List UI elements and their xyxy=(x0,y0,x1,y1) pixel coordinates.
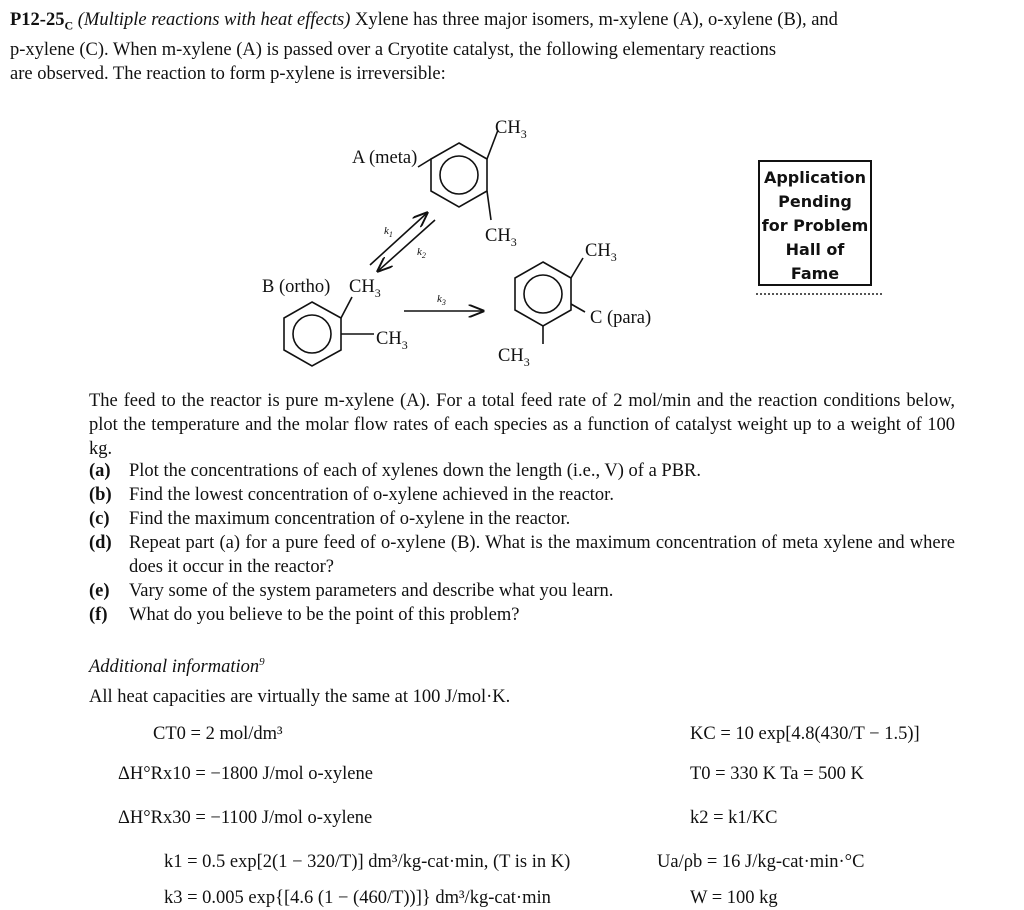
equation-dh30: ΔH°Rx30 = −1100 J/mol o-xylene xyxy=(118,808,373,828)
heat-capacity-note: All heat capacities are virtually the same at 100 J/mol·K. xyxy=(89,687,511,707)
intro-line-1: Xylene has three major isomers, m-xylene (A), o-xylene (B), and xyxy=(355,10,838,30)
list-item: (c) Find the maximum concentration of o-xylene in the reactor. xyxy=(89,509,571,529)
para-ch3-top: $CH_3$ xyxy=(585,241,617,264)
equation-k3: k3 = 0.005 exp{[4.6 (1 − (460/T))]} dm³/kg-cat·min xyxy=(164,888,551,908)
problem-id: $P12-25_C$ xyxy=(10,10,74,33)
badge-line-1: Application xyxy=(763,168,867,187)
rate-k2: $k_2$ xyxy=(417,246,426,260)
list-item: (d) Repeat part (a) for a pure feed of o-xylene (B). What is the maximum concentration of meta xylene and where does it occur in the reactor? xyxy=(89,533,955,577)
badge-line-2: Pending xyxy=(778,192,852,211)
problem-title: (Multiple reactions with heat effects) xyxy=(77,10,351,30)
para-ch3-bottom: $CH_3$ xyxy=(498,346,530,369)
label-para: C (para) xyxy=(590,308,652,328)
equation-ua: Ua/ρb = 16 J/kg-cat·min·°C xyxy=(657,852,865,872)
feed-paragraph: The feed to the reactor is pure m-xylene (A). For a total feed rate of 2 mol/min and the reaction conditions below, plot the temperature and the molar flow rates of each species as a function of catalyst weight up to a weight of 100 kg. xyxy=(89,391,955,459)
equation-t0: T0 = 330 K Ta = 500 K xyxy=(690,764,864,784)
equation-k2: k2 = k1/KC xyxy=(690,808,778,828)
equation-kc: KC = 10 exp[4.8(430/T − 1.5)] xyxy=(690,724,920,744)
rate-k1: $k_1$ xyxy=(384,225,393,239)
badge-line-5: Fame xyxy=(790,264,840,283)
list-item: (e) Vary some of the system parameters and describe what you learn. xyxy=(89,581,614,601)
parts-list xyxy=(89,459,955,627)
list-item: (f) What do you believe to be the point of this problem? xyxy=(89,605,520,625)
badge-line-3: for Problem xyxy=(761,216,869,235)
equation-dh10: ΔH°Rx10 = −1800 J/mol o-xylene xyxy=(118,764,373,784)
equation-ct0: CT0 = 2 mol/dm³ xyxy=(153,724,283,744)
meta-ch3-top: $CH_3$ xyxy=(495,118,527,141)
intro-line-2: p-xylene (C). When m-xylene (A) is passed over a Cryotite catalyst, the following elementary reactions xyxy=(10,39,777,60)
badge-base-divider xyxy=(756,293,882,295)
meta-ch3-bottom: $CH_3$ xyxy=(485,226,517,249)
hall-of-fame-badge xyxy=(758,160,872,286)
equation-k1: k1 = 0.5 exp[2(1 − 320/T)] dm³/kg-cat·min, (T is in K) xyxy=(164,852,571,872)
ortho-ch3-top: $CH_3$ xyxy=(349,277,381,300)
label-ortho: B (ortho) xyxy=(262,277,331,297)
rate-k3: $k_3$ xyxy=(437,293,446,307)
additional-heading: Additional information$^9$ xyxy=(89,656,265,678)
intro-line-3: are observed. The reaction to form p-xylene is irreversible: xyxy=(10,63,446,84)
ortho-ch3-right: $CH_3$ xyxy=(376,329,408,352)
label-meta: A (meta) xyxy=(352,148,418,168)
list-item: (a) Plot the concentrations of each of xylenes down the length (i.e., V) of a PBR. xyxy=(89,461,702,481)
equation-w: W = 100 kg xyxy=(690,888,778,908)
list-item: (b) Find the lowest concentration of o-xylene achieved in the reactor. xyxy=(89,485,614,505)
badge-line-4: Hall of xyxy=(785,240,845,259)
